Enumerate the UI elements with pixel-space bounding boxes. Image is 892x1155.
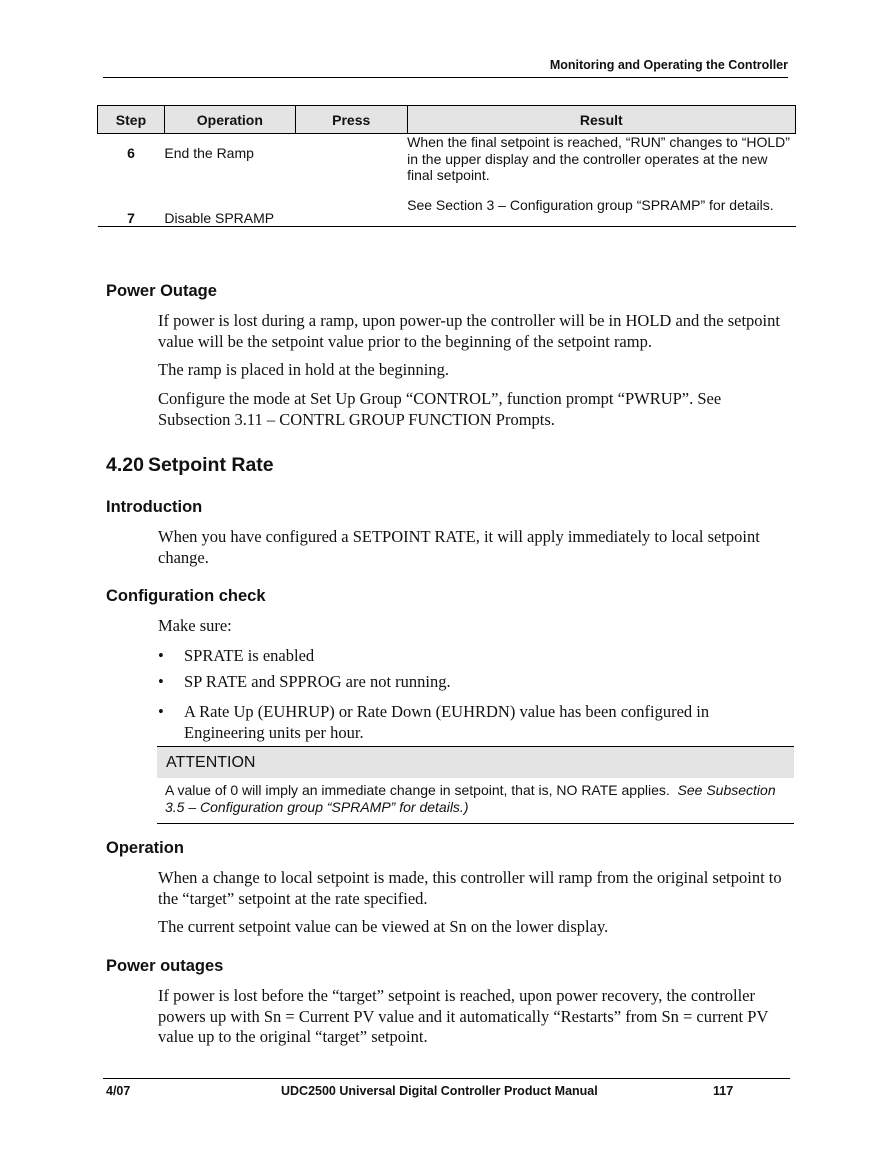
step-operation: End the Ramp xyxy=(164,145,254,161)
introduction-heading: Introduction xyxy=(106,498,203,516)
operation-paragraph: When a change to local setpoint is made, this controller will ramp from the original setpoint to the “target” setpoint at the rate specified. xyxy=(158,868,782,908)
step-result: When the final setpoint is reached, “RUN” changes to “HOLD” in the upper display and the controller operates at the new final setpoint. xyxy=(407,134,790,183)
power-outage-paragraph: If power is lost during a ramp, upon power-up the controller will be in HOLD and the setpoint value will be the setpoint value prior to the beginning of the setpoint ramp. xyxy=(158,311,780,351)
footer-date: 4/07 xyxy=(106,1084,131,1098)
attention-text xyxy=(157,778,794,816)
bullet-icon: • xyxy=(158,672,164,691)
attention-label: ATTENTION xyxy=(157,747,794,778)
step-press xyxy=(295,134,407,198)
column-header-press: Press xyxy=(295,106,407,134)
column-header-step: Step xyxy=(98,106,165,134)
bullet-icon: • xyxy=(158,702,164,721)
step-press xyxy=(295,197,407,227)
table-row xyxy=(98,134,796,198)
section-title xyxy=(106,454,274,477)
step-operation: Disable SPRAMP xyxy=(164,197,295,227)
operation-heading: Operation xyxy=(106,839,184,857)
list-item-text: SP RATE and SPPROG are not running. xyxy=(184,672,451,691)
step-table xyxy=(97,105,796,227)
table-row xyxy=(98,197,796,227)
power-outages-text: If power is lost before the “target” setpoint is reached, upon power recovery, the controller powers up with Sn = Current PV value and it automatically “Restarts” from Sn = current PV value up to the original “target” setpoint. xyxy=(158,986,769,1046)
running-head: Monitoring and Operating the Controller xyxy=(549,58,788,72)
attention-see-reference: See Subsection 3.5 – Configuration group “SPRAMP” for details.) xyxy=(165,782,776,815)
list-item-text: SPRATE is enabled xyxy=(184,646,315,665)
configuration-check-heading: Configuration check xyxy=(106,587,266,605)
list-item xyxy=(158,646,788,667)
table-header-row xyxy=(98,106,796,134)
column-header-result: Result xyxy=(407,106,795,134)
footer-title: UDC2500 Universal Digital Controller Product Manual xyxy=(281,1084,598,1098)
power-outage-heading: Power Outage xyxy=(106,282,217,300)
step-number: 7 xyxy=(98,197,165,227)
operation-paragraph: The current setpoint value can be viewed at Sn on the lower display. xyxy=(158,917,609,936)
power-outage-paragraph: Configure the mode at Set Up Group “CONTROL”, function prompt “PWRUP”. See Subsection 3.11 – CONTRL GROUP FUNCTION Prompts. xyxy=(158,389,722,429)
section-title-text: Setpoint Rate xyxy=(147,454,274,476)
header-rule xyxy=(103,77,788,78)
introduction-text: When you have configured a SETPOINT RATE, it will apply immediately to local setpoint change. xyxy=(158,527,760,567)
power-outages-heading: Power outages xyxy=(106,957,224,975)
step-number: 6 xyxy=(127,145,135,161)
configuration-check-lead: Make sure: xyxy=(158,616,232,635)
section-number: 4.20 xyxy=(106,454,144,476)
bullet-icon: • xyxy=(158,646,164,665)
page-number: 117 xyxy=(713,1084,734,1098)
power-outage-paragraph: The ramp is placed in hold at the beginning. xyxy=(158,360,449,379)
footer-rule xyxy=(103,1078,790,1079)
attention-box xyxy=(157,746,794,824)
list-item xyxy=(158,702,788,743)
list-item-text: A Rate Up (EUHRUP) or Rate Down (EUHRDN) value has been configured in Engineering units per hour. xyxy=(184,702,710,742)
column-header-operation: Operation xyxy=(164,106,295,134)
list-item xyxy=(158,672,788,693)
attention-body: A value of 0 will imply an immediate change in setpoint, that is, NO RATE applies. xyxy=(165,782,670,798)
step-result: See Section 3 – Configuration group “SPRAMP” for details. xyxy=(407,197,795,227)
